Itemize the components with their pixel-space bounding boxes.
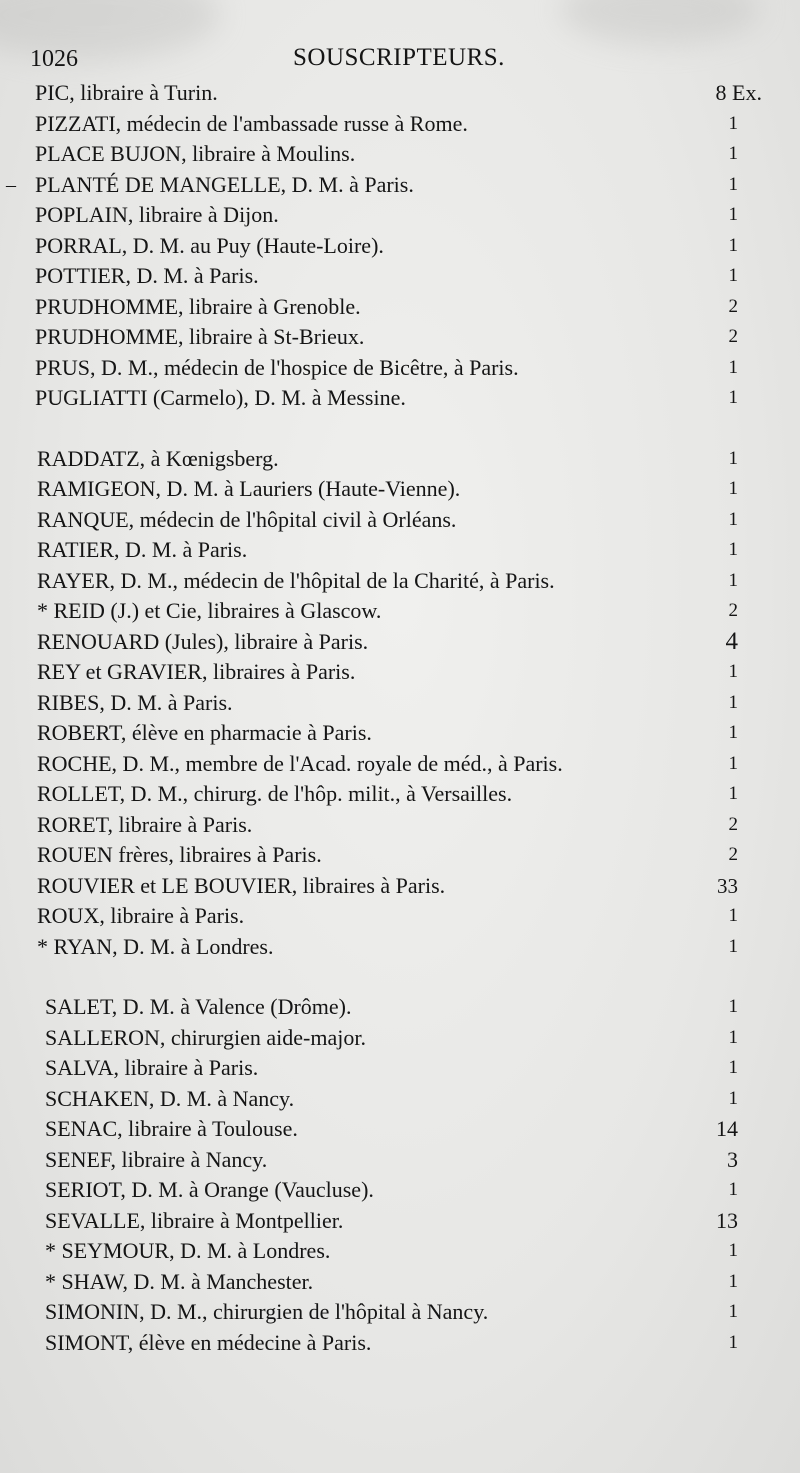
subscriber-name: PLACE BUJON, libraire à Moulins. (35, 141, 356, 166)
running-title: SOUSCRIPTEURS. (293, 44, 505, 71)
subscriber-name: RATIER, D. M. à Paris. (37, 537, 248, 562)
subscriber-section-r (0, 444, 800, 963)
subscriber-entry (0, 139, 800, 170)
subscriber-entry (0, 109, 800, 140)
subscriber-name: SALLERON, chirurgien aide-major. (45, 1024, 366, 1050)
subscriber-entry (0, 871, 800, 902)
subscriber-entry (0, 1206, 800, 1237)
subscriber-name: REY et GRAVIER, libraires à Paris. (37, 659, 356, 684)
subscriber-name: SIMONIN, D. M., chirurgien de l'hôpital à Nancy. (45, 1299, 489, 1324)
subscriber-name: RAYER, D. M., médecin de l'hôpital de la Charité, à Paris. (37, 567, 555, 593)
subscriber-entry (0, 292, 800, 323)
copies-count: 1 (728, 447, 738, 469)
subscriber-name: RANQUE, médecin de l'hôpital civil à Orléans. (37, 506, 457, 532)
subscriber-entry (0, 657, 800, 688)
copies-count: 13 (716, 1207, 738, 1233)
copies-count: 1 (728, 752, 738, 774)
copies-count: 1 (728, 387, 738, 408)
subscriber-name: ROUEN frères, libraires à Paris. (37, 842, 322, 867)
subscriber-entry (0, 322, 800, 353)
subscriber-name: ROCHE, D. M., membre de l'Acad. royale de méd., à Paris. (37, 750, 563, 776)
subscriber-entry (0, 627, 800, 658)
subscriber-name: PORRAL, D. M. au Puy (Haute-Loire). (35, 232, 384, 258)
subscriber-entry (0, 505, 800, 536)
subscriber-name: RORET, libraire à Paris. (37, 811, 253, 837)
subscriber-entry (0, 718, 800, 749)
copies-count: 1 (728, 204, 738, 225)
subscriber-entry (0, 901, 800, 932)
subscriber-name: PLANTÉ DE MANGELLE, D. M. à Paris. (35, 171, 414, 197)
page-number: 1026 (30, 46, 78, 72)
subscriber-entry (0, 840, 800, 871)
subscriber-name: SCHAKEN, D. M. à Nancy. (45, 1085, 295, 1111)
subscriber-name: ROUX, libraire à Paris. (37, 903, 245, 928)
subscriber-name: SEVALLE, libraire à Montpellier. (45, 1207, 344, 1233)
subscriber-entry (0, 170, 800, 201)
copies-count: 33 (717, 873, 738, 898)
page-header (0, 42, 800, 78)
copies-count: 1 (728, 722, 738, 743)
copies-count: 1 (728, 569, 738, 591)
subscriber-entry (0, 1297, 800, 1328)
subscriber-entry (0, 353, 800, 384)
copies-count: 1 (728, 539, 738, 560)
subscriber-name: SALET, D. M. à Valence (Drôme). (45, 994, 352, 1019)
copies-count: 1 (728, 478, 738, 499)
subscriber-entry (0, 932, 800, 963)
subscriber-name: RIBES, D. M. à Paris. (37, 689, 233, 715)
subscriber-name: SENAC, libraire à Toulouse. (45, 1116, 298, 1141)
subscriber-entry (0, 810, 800, 841)
subscriber-name: RADDATZ, à Kœnigsberg. (37, 445, 279, 471)
subscriber-entry (0, 78, 800, 109)
subscriber-entry (0, 1175, 800, 1206)
copies-count: 1 (728, 112, 738, 134)
subscriber-section-s (0, 992, 800, 1358)
copies-count: 2 (728, 295, 738, 317)
subscriber-name: ROBERT, élève en pharmacie à Paris. (37, 720, 372, 745)
subscriber-name: PIZZATI, médecin de l'ambassade russe à Rome. (35, 110, 468, 136)
subscriber-entry (0, 1145, 800, 1176)
subscriber-name: * REID (J.) et Cie, libraires à Glascow. (37, 598, 382, 623)
subscriber-entry (0, 1236, 800, 1267)
copies-count: 4 (725, 627, 738, 655)
subscriber-name: PRUDHOMME, libraire à Grenoble. (35, 293, 361, 319)
subscriber-entry (0, 261, 800, 292)
subscriber-entry (0, 383, 800, 414)
section-spacer (0, 962, 800, 992)
subscriber-entry (0, 992, 800, 1023)
copies-count: 2 (728, 844, 738, 865)
copies-count: 2 (728, 600, 738, 621)
copies-count: 2 (728, 326, 738, 347)
subscriber-entry (0, 1267, 800, 1298)
subscriber-name: * SHAW, D. M. à Manchester. (45, 1268, 314, 1294)
section-spacer (0, 414, 800, 444)
subscriber-entry (0, 596, 800, 627)
copies-count: 2 (728, 813, 738, 835)
copies-count: 1 (728, 1026, 738, 1048)
copies-count: 1 (728, 1270, 738, 1292)
subscriber-name: RENOUARD (Jules), libraire à Paris. (37, 628, 369, 654)
subscriber-entry (0, 474, 800, 505)
subscriber-entry (0, 1023, 800, 1054)
subscriber-name: PIC, libraire à Turin. (35, 80, 218, 105)
copies-count: 1 (728, 1331, 738, 1353)
copies-count: 1 (728, 1301, 738, 1322)
subscriber-name: ROUVIER et LE BOUVIER, libraires à Paris. (37, 872, 446, 898)
copies-count: 8 Ex. (715, 80, 762, 105)
paper-stain (560, 0, 760, 45)
subscriber-name: PRUS, D. M., médecin de l'hospice de Bicêtre, à Paris. (35, 354, 519, 380)
subscriber-entry (0, 231, 800, 262)
copies-count: 1 (728, 935, 738, 957)
copies-count: 1 (728, 173, 738, 195)
subscriber-entry (0, 688, 800, 719)
copies-count: 1 (728, 265, 738, 286)
subscriber-name: SIMONT, élève en médecine à Paris. (45, 1329, 372, 1355)
subscriber-list (0, 78, 800, 1358)
copies-count: 1 (728, 143, 738, 164)
subscriber-entry (0, 1053, 800, 1084)
subscriber-entry (0, 444, 800, 475)
margin-mark: – (6, 173, 16, 196)
subscriber-entry (0, 749, 800, 780)
copies-count: 1 (728, 356, 738, 378)
subscriber-name: PUGLIATTI (Carmelo), D. M. à Messine. (35, 385, 406, 410)
subscriber-entry (0, 1328, 800, 1359)
copies-count: 1 (728, 508, 738, 530)
subscriber-entry (0, 1114, 800, 1145)
copies-count: 1 (728, 1240, 738, 1261)
subscriber-name: * SEYMOUR, D. M. à Londres. (45, 1238, 331, 1263)
subscriber-entry (0, 200, 800, 231)
subscriber-name: POTTIER, D. M. à Paris. (35, 263, 259, 288)
subscriber-name: POPLAIN, libraire à Dijon. (35, 202, 279, 227)
copies-count: 1 (728, 661, 738, 682)
copies-count: 1 (728, 905, 738, 926)
copies-count: 1 (728, 783, 738, 804)
subscriber-name: PRUDHOMME, libraire à St-Brieux. (35, 324, 365, 349)
copies-count: 1 (728, 1057, 738, 1078)
copies-count: 1 (728, 234, 738, 256)
subscriber-section-p (0, 78, 800, 414)
subscriber-name: ROLLET, D. M., chirurg. de l'hôp. milit., à Versailles. (37, 781, 513, 806)
copies-count: 1 (728, 996, 738, 1017)
subscriber-name: SENEF, libraire à Nancy. (45, 1146, 268, 1172)
subscriber-entry (0, 566, 800, 597)
subscriber-entry (0, 535, 800, 566)
copies-count: 1 (728, 1087, 738, 1109)
copies-count: 3 (727, 1146, 738, 1172)
subscriber-name: RAMIGEON, D. M. à Lauriers (Haute-Vienne). (37, 476, 461, 501)
copies-count: 1 (728, 1179, 738, 1200)
copies-count: 1 (728, 691, 738, 713)
subscriber-name: SALVA, libraire à Paris. (45, 1055, 259, 1080)
copies-count: 14 (716, 1116, 738, 1141)
subscriber-name: SERIOT, D. M. à Orange (Vaucluse). (45, 1177, 374, 1202)
subscriber-name: * RYAN, D. M. à Londres. (37, 933, 274, 959)
subscriber-entry (0, 1084, 800, 1115)
subscriber-entry (0, 779, 800, 810)
